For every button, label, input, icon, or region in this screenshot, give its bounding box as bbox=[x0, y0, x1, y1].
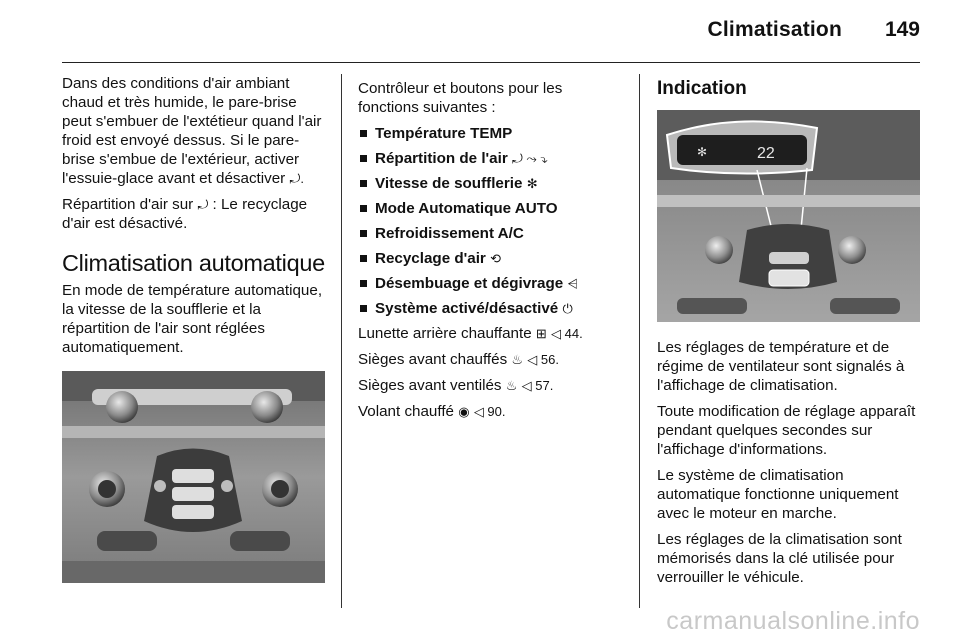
rear-window-heat-icon: ⊞ bbox=[535, 326, 547, 341]
list-item: Mode Automatique AUTO bbox=[358, 199, 620, 218]
paragraph: Sièges avant chauffés ♨ ◁ 56. bbox=[358, 351, 559, 368]
paragraph: Le système de climatisation automatique fonctionne uniquement avec le moteur en marche. bbox=[657, 467, 899, 522]
power-icon: ⏻ bbox=[562, 301, 573, 316]
heated-steering-wheel-icon: ◉ bbox=[458, 404, 470, 419]
air-distribution-icon: ⤾ ⤳ ⤵ bbox=[511, 151, 548, 166]
page-reference: ◁ 56. bbox=[527, 352, 559, 367]
header-rule bbox=[62, 62, 920, 63]
list-item: Température TEMP bbox=[358, 124, 620, 143]
paragraph: Sièges avant ventilés ♨ ◁ 57. bbox=[358, 377, 554, 394]
list-item: Refroidissement A/C bbox=[358, 224, 620, 243]
column-divider bbox=[341, 74, 342, 608]
paragraph: Répartition d'air sur ⤾ : Le recyclage d'air est désactivé. bbox=[62, 196, 308, 232]
page-reference: ◁ 44. bbox=[551, 326, 583, 341]
page-reference: ◁ 90. bbox=[473, 404, 506, 419]
column-middle bbox=[358, 79, 620, 428]
watermark: carmanualsonline.info bbox=[666, 607, 920, 635]
list-item: Recyclage d'air ⟲ bbox=[358, 249, 620, 268]
column-left bbox=[62, 74, 327, 583]
paragraph: Les réglages de température et de régime de ventilateur sont signalés à l'affichage de climatisation. bbox=[657, 339, 905, 394]
page-reference: ◁ 57. bbox=[521, 378, 554, 393]
paragraph: Les réglages de la climatisation sont mémorisés dans la clé utilisée pour verrouiller le véhicule. bbox=[657, 531, 902, 586]
list-item: Répartition de l'air ⤾ ⤳ ⤵ bbox=[358, 149, 620, 168]
air-distribution-windshield-icon: ⤾. bbox=[289, 171, 304, 186]
header-title: Climatisation bbox=[707, 18, 842, 41]
paragraph: En mode de température automatique, la vitesse de la soufflerie et la répartition de l'air sont réglées automatiquement. bbox=[62, 282, 323, 356]
climate-control-panel-photo bbox=[62, 371, 325, 583]
display-temperature: 22 bbox=[757, 145, 775, 162]
paragraph: Contrôleur et boutons pour les fonctions suivantes : bbox=[358, 80, 563, 116]
climate-display-photo bbox=[657, 110, 920, 322]
air-distribution-windshield-icon: ⤾ bbox=[197, 197, 209, 212]
defrost-icon: ⩤ bbox=[567, 276, 578, 291]
list-item: Vitesse de soufflerie ✻ bbox=[358, 174, 620, 193]
heated-seat-icon: ♨ bbox=[511, 352, 524, 367]
section-heading: Indication bbox=[657, 78, 747, 99]
list-item: Système activé/désactivé ⏻ bbox=[358, 299, 620, 318]
section-title: Climatisation automatique bbox=[62, 250, 325, 276]
paragraph: Lunette arrière chauffante ⊞ ◁ 44. bbox=[358, 325, 583, 342]
fan-icon: ✻ bbox=[526, 176, 538, 191]
page-number: 149 bbox=[884, 18, 920, 41]
column-divider bbox=[639, 74, 640, 608]
column-right bbox=[657, 74, 922, 594]
svg-text:✻: ✻ bbox=[697, 145, 708, 159]
function-list bbox=[358, 124, 620, 318]
list-item: Désembuage et dégivrage ⩤ bbox=[358, 274, 620, 293]
paragraph: Toute modification de réglage apparaît pendant quelques secondes sur l'affichage d'informations. bbox=[657, 403, 916, 458]
ventilated-seat-icon: ♨ bbox=[505, 378, 518, 393]
paragraph: Volant chauffé ◉ ◁ 90. bbox=[358, 403, 506, 420]
recirculation-icon: ⟲ bbox=[490, 251, 501, 266]
paragraph: Dans des conditions d'air ambiant chaud et très humide, le pare-brise peut s'embuer de l'extétieur quand l'air froid est envoyé dessus. Si le pare-brise s'embue de l'extérieur, activer l'essuie-glace avant et désactiver ⤾. bbox=[62, 75, 322, 187]
